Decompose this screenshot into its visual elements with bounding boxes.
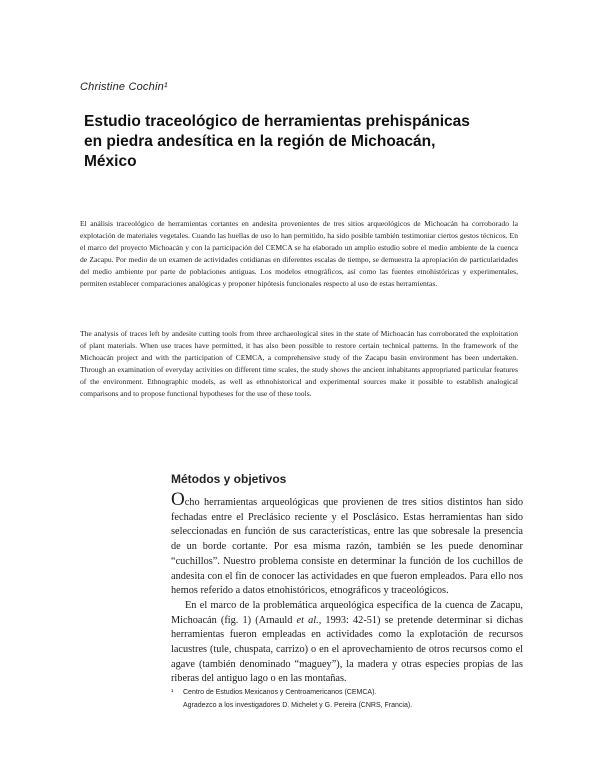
paragraph-2-text-a: En el marco de la problemática arqueológica específica de la cuenca de Zacapu, Michoacán (fig. 1) (Arnauld (171, 599, 523, 626)
paragraph-1 (171, 489, 523, 599)
paragraph-1-text: cho herramientas arqueológicas que provienen de tres sitios distintos han sido fechadas entre el Preclásico reciente y el Posclásico. Estas herramientas han sido seleccionadas en función de sus características, entre las que sobresale la presencia de un borde cortante. Por esa misma razón, también se les puede denominar “cuchillos”. Nuestro problema consiste en determinar la función de los cuchillos de andesita con el fin de conocer las actividades en que fueron empleados. Para ello nos hemos referido a datos etnohistóricos, etnográficos y traceológicos. (171, 497, 523, 597)
author-name: Christine Cochin¹ (80, 81, 168, 93)
drop-cap: O (171, 489, 185, 510)
footnote-1 (171, 687, 531, 700)
et-al-italic: et al. (296, 614, 319, 626)
abstract-english: The analysis of traces left by andesite cutting tools from three archaeological sites in the state of Michoacán has corroborated the exploitation of plant materials. When use traces have permitted, it has also been possible to restore certain technical patterns. In the framework of the Michoacán project and with the participation of CEMCA, a comprehensive study of the Zacapu basin environment has been undertaken. Through an examination of everyday activities on different time scales, the study shows the ancient inhabitants appropriated particular features of the environment. Ethnographic models, as well as ethnohistorical and experimental sources make it possible to establish analogical comparisons and to propose functional hypotheses for the use of these tools. (80, 329, 518, 399)
paragraph-2 (171, 599, 523, 687)
title-line: Estudio traceológico de herramientas prehispánicas (84, 113, 470, 130)
article-title (84, 112, 524, 172)
footnotes (171, 687, 531, 712)
abstract-spanish: El análisis traceológico de herramientas cortantes en andesita provenientes de tres sitios arqueológicos de Michoacán ha corroborado la explotación de materiales vegetales. Cuando las huellas de uso lo han permitido, ha sido posible también testimoniar ciertos gestos técnicos. En el marco del proyecto Michoacán y con la participación del CEMCA se ha elaborado un amplio estudio sobre el medio ambiente de la cuenca de Zacapu. Por medio de un examen de actividades cotidianas en diferentes escalas de tiempo, se demuestra la apropiación de particularidades del medio ambiente por parte de poblaciones antiguas. Los modelos etnográficos, así como las fuentes etnohistóricas y experimentales, permiten establecer comparaciones analógicas y proponer hipótesis funcionales respecto al uso de estas herramientas. (80, 219, 518, 289)
title-line: en piedra andesítica en la región de Michoacán, (84, 133, 436, 150)
footnote-2-text: Agradezco a los investigadores D. Michelet y G. Pereira (CNRS, Francia). (183, 701, 413, 709)
footnote-1-text: Centro de Estudios Mexicanos y Centroamericanos (CEMCA). (183, 689, 377, 696)
footnote-marker: ¹ (171, 689, 174, 696)
body-text (171, 489, 524, 687)
title-line: México (84, 153, 137, 170)
footnote-2 (171, 700, 531, 713)
paragraph-2-text-b: , 1993: 42-51) se pretende determinar si dichas herramientas fueron empleadas en actividades como la explotación de recursos lacustres (tule, chuspata, carrizo) o en el aprovechamiento de otros recursos como el agave (también denominado “maguey”), la madera y otras especies propias de las riberas del antiguo lago o en las montañas. (171, 614, 524, 685)
section-heading: Métodos y objetivos (171, 472, 287, 486)
